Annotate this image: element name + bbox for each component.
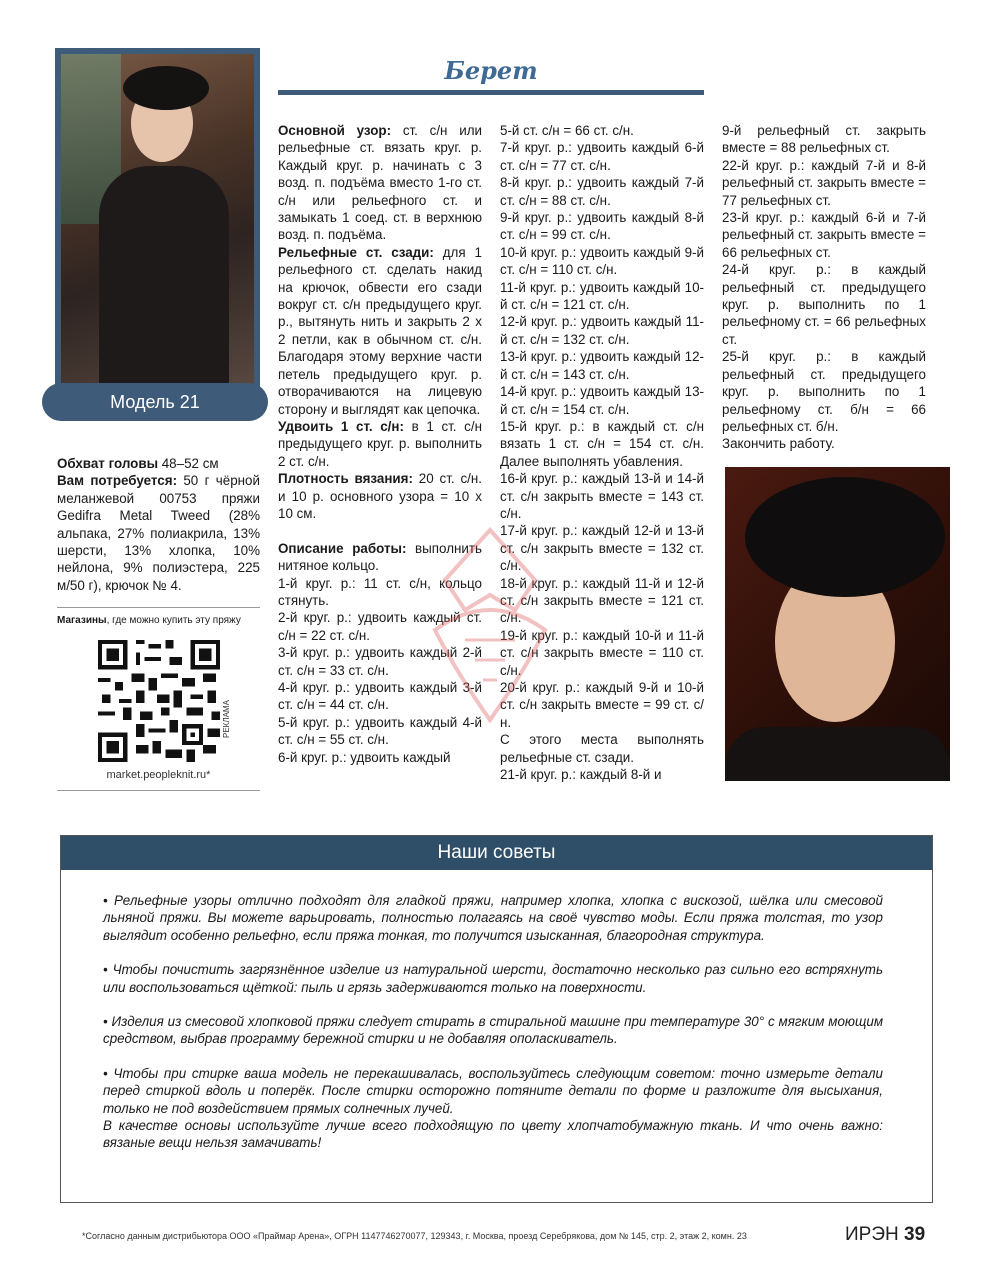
- instruction-paragraph: [278, 244, 482, 418]
- instruction-paragraph: 7-й круг. р.: удвоить каждый 6-й ст. с/н = 77 ст. с/н.: [500, 140, 704, 173]
- tips-header: Наши советы: [61, 836, 932, 870]
- instruction-paragraph: 17-й круг. р.: каждый 12-й и 13-й ст. с/н закрыть вместе = 132 ст. с/н.: [500, 523, 704, 574]
- head-size-value: 48–52 см: [158, 456, 219, 471]
- model-label: Модель 21: [42, 383, 268, 421]
- yarn-info: [57, 455, 260, 594]
- instruction-heading: Основной узор:: [278, 123, 392, 138]
- watermark-logo: [405, 520, 575, 740]
- instruction-text: 2-й круг. р.: удвоить каждый ст. с/н = 22 ст. с/н.: [278, 610, 482, 643]
- instruction-text: ст. с/н или рельефные ст. вязать круг. р. Каждый круг. р. начинать с 3 возд. п. подъёма вместо 1-го ст. с/н или рельефного ст. и замыкать 1 соед. ст. в верхнюю возд. п. подъёма.: [278, 123, 482, 243]
- shops-label: Магазины: [57, 615, 107, 626]
- shop-url[interactable]: market.peopleknit.ru*: [106, 769, 211, 781]
- advert-label: РЕКЛАМА: [222, 700, 231, 738]
- instruction-text: 4-й круг. р.: удвоить каждый 3-й ст. с/н = 44 ст. с/н.: [278, 680, 482, 713]
- instruction-paragraph: 21-й круг. р.: каждый 8-й и: [500, 767, 662, 783]
- page-title: Берет: [444, 56, 538, 85]
- title-divider: [278, 90, 704, 95]
- tips-text: [103, 892, 883, 1152]
- instruction-paragraph: 24-й круг. р.: в каждый рельефный ст. предыдущего круг. р. выполнить по 1 рельефному ст. = 66 рельефных ст.: [722, 262, 926, 347]
- instruction-paragraph: 15-й круг. р.: в каждый ст. с/н вязать 1 ст. с/н = 154 ст. с/н. Далее выполнять убавления.: [500, 418, 704, 469]
- tip-item: • Чтобы почистить загрязнённое изделие из натуральной шерсти, достаточно несколько раз сильно его встряхнуть или воспользоваться щёткой: пыль и грязь задерживаются только на поверхности.: [103, 962, 883, 995]
- instruction-paragraph: 20-й круг. р.: каждый 9-й и 10-й ст. с/н закрыть вместе = 99 ст. с/н.: [500, 680, 704, 730]
- instruction-paragraph: 18-й круг. р.: каждый 11-й и 12-й ст. с/н закрыть вместе = 121 ст. с/н.: [500, 575, 704, 626]
- footer-note: *Согласно данным дистрибьютора ООО «Праймар Арена», ОГРН 1147746270077, 129343, г. Москва, проезд Серебрякова, дом № 145, стр. 2, этаж 2, комн. 23: [82, 1231, 747, 1241]
- head-size-label: Обхват головы: [57, 456, 159, 471]
- instruction-paragraph: [278, 749, 482, 766]
- instruction-paragraph: 9-й круг. р.: удвоить каждый 8-й ст. с/н = 99 ст. с/н.: [500, 210, 704, 243]
- instruction-paragraph: 14-й круг. р.: удвоить каждый 13-й ст. с/н = 154 ст. с/н.: [500, 384, 704, 417]
- page-footer: [845, 1224, 925, 1246]
- tip-item: • Чтобы при стирке ваша модель не перекашивалась, воспользуйтесь следующим советом: точно измерьте детали перед стиркой вдоль и поперёк. После стирки осторожно потяните детали по форме и разложите для высыхания, только не под воздействием прямых солнечных лучей.: [103, 1065, 883, 1116]
- tip-item: В качестве основы используйте лучше всего подходящую по цвету хлопчатобумажную ткань. И что очень важно: вязаные вещи нельзя замачивать!: [103, 1118, 883, 1151]
- instruction-text: 20 ст. с/н. и 10 р. основного узора = 10 x 10 см.: [278, 471, 482, 521]
- magazine-name: ИРЭН: [845, 1224, 899, 1245]
- instruction-paragraph: С этого места выполнять рельефные ст. сзади.: [500, 732, 704, 765]
- instruction-heading: Описание работы:: [278, 540, 407, 556]
- instruction-text: 1-й круг. р.: 11 ст. с/н, кольцо стянуть.: [278, 575, 482, 608]
- instruction-paragraph: 9-й рельефный ст. закрыть вместе = 88 рельефных ст.: [722, 123, 926, 156]
- instruction-paragraph: 23-й круг. р.: каждый 6-й и 7-й рельефный ст. закрыть вместе = 66 рельефных ст.: [722, 210, 926, 260]
- instruction-paragraph: [278, 418, 482, 470]
- divider: [57, 607, 260, 608]
- qr-code[interactable]: [98, 640, 220, 762]
- instruction-paragraph: [278, 122, 482, 244]
- instruction-paragraph: 22-й круг. р.: каждый 7-й и 8-й рельефный ст. закрыть вместе = 77 рельефных ст.: [722, 157, 926, 208]
- instruction-paragraph: 10-й круг. р.: удвоить каждый 9-й ст. с/н = 110 ст. с/н.: [500, 244, 704, 278]
- instruction-text: выполнить нитяное кольцо.: [278, 540, 482, 574]
- instruction-text: в 1 ст. с/н предыдущего круг. р. выполнить 2 ст. с/н.: [278, 418, 482, 469]
- instruction-paragraph: 8-й круг. р.: удвоить каждый 7-й ст. с/н = 88 ст. с/н.: [500, 175, 704, 208]
- instruction-text: 3-й круг. р.: удвоить каждый 2-й ст. с/н = 33 ст. с/н.: [278, 645, 482, 678]
- instructions-col-3: [722, 122, 926, 453]
- instruction-paragraph: 16-й круг. р.: каждый 13-й и 14-й ст. с/н закрыть вместе = 143 ст. с/н.: [500, 471, 704, 521]
- instruction-paragraph: 11-й круг. р.: удвоить каждый 10-й ст. с/н = 121 ст. с/н.: [500, 279, 704, 313]
- materials: [57, 472, 260, 594]
- tip-item: • Изделия из смесовой хлопковой пряжи следует стирать в стиральной машине при температуре 30° с мягким моющим средством, выбрав программу бережной стирки и не добавляя ополаскиватель.: [103, 1014, 883, 1047]
- model-photo: [55, 48, 260, 402]
- instruction-heading: Удвоить 1 ст. с/н:: [278, 418, 404, 434]
- instruction-heading: Плотность вязания:: [278, 471, 413, 487]
- divider: [57, 790, 260, 791]
- instruction-text: 6-й круг. р.: удвоить каждый: [278, 749, 451, 765]
- materials-label: Вам потребуется:: [57, 473, 178, 489]
- head-size: [57, 455, 260, 472]
- instruction-paragraph: 12-й круг. р.: удвоить каждый 11-й ст. с/н = 132 ст. с/н.: [500, 314, 704, 347]
- instruction-paragraph: 25-й круг. р.: в каждый рельефный ст. предыдущего круг. р. выполнить по 1 рельефному ст. б/н = 66 рельефных ст. б/н.: [722, 349, 926, 434]
- tip-item: • Рельефные узоры отлично подходят для гладкой пряжи, например хлопка, хлопка с вискозой, шёлка или смесовой льняной пряжи. Вы можете варьировать, полностью полагаясь на своё чувство моды. Если пряжа толстая, то узор выглядит особенно рельефно, если пряжа тонкая, то получится изысканная, благородная структура.: [103, 893, 883, 943]
- page-number: 39: [904, 1224, 926, 1245]
- instruction-text: 5-й круг. р.: удвоить каждый 4-й ст. с/н = 55 ст. с/н.: [278, 714, 482, 748]
- instruction-paragraph: 5-й ст. с/н = 66 ст. с/н.: [500, 123, 634, 138]
- tips-box: [60, 835, 933, 1203]
- beret-photo: [725, 467, 950, 781]
- shops-text: , где можно купить эту пряжу: [106, 615, 241, 626]
- instruction-heading: Рельефные ст. сзади:: [278, 244, 434, 260]
- instruction-paragraph: 19-й круг. р.: каждый 10-й и 11-й ст. с/н закрыть вместе = 110 ст. с/н.: [500, 627, 704, 678]
- instruction-text: для 1 рельефного ст. сделать накид на крючок, обвести его сзади вокруг ст. с/н предыдущего круг. р., вытянуть нить и закрыть 2 х 2 петли, как в обычном ст. с/н. Благодаря этому верхние части петель предыдущего круг. р. отворачиваются на лицевую сторону и выглядят как цепочка.: [278, 244, 482, 417]
- instruction-paragraph: Закончить работу.: [722, 436, 835, 452]
- materials-value: 50 г чёрной меланжевой 00753 пряжи Gedifra Metal Tweed (28% альпака, 27% полиакрила, 13% шерсти, 13% хлопка, 10% нейлона, 9% полиэстера, 225 м/50 г), крючок № 4.: [57, 473, 260, 593]
- shops-note: [57, 614, 260, 628]
- instruction-paragraph: 13-й круг. р.: удвоить каждый 12-й ст. с/н = 143 ст. с/н.: [500, 349, 704, 382]
- instruction-paragraph: [278, 470, 482, 522]
